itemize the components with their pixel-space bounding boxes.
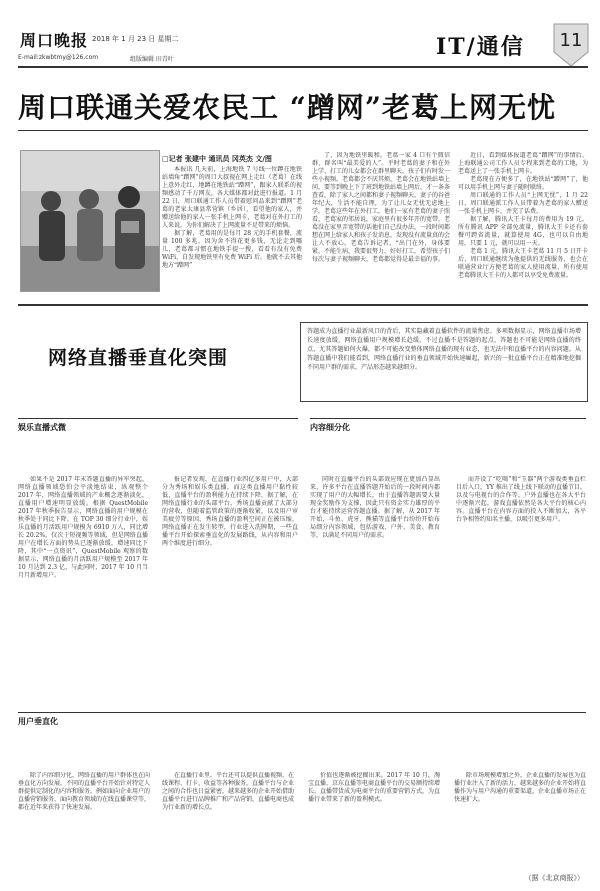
paragraph: 老葛 1 元，腾讯大王卡老葛 11 月 5 日开卡后，周口联通继续为他提供的无线服务，也会在联通营业厅方便老葛的家人使用流量，所有使用老葛腾讯大王卡的人都可以享受免费流量。 <box>458 248 588 279</box>
paragraph: 除了内容细分化，网络直播的用户群体也在向垂直化方向发展，不同的直播平台开始针对特定人群提供定制化的内容和服务，例如面向企业用户的直播营销服务、面向教育领域的在线直播课堂等，都在近年来获得了快速发展。 <box>18 772 150 811</box>
paragraph: 据了解，老葛用的是每月 28 元的手机套餐，流量 100 多兆，因为舍不得花更多钱，无论走到哪儿，老葛都习惯在地铁手提一搜，看看有没有免费 WiFi，自发现地铁里有免费 WiFi 后，他就不去其他地方“蹭网” <box>162 230 302 269</box>
article-column-2 <box>312 152 450 294</box>
main-headline: 周口联通关爱农民工 “蹭网”老葛上网无忧 <box>18 91 556 124</box>
paragraph: 如果不是 2017 年末答题直播的异军突起，网络直播领域恐怕会平淡地结束，纵观整个 2017 年，网络直播领域的产业概念逐渐淡化，直播用户增速明显放缓。根据 QuestMobile 2017 年秋季报告显示，网络直播的用户规模在秋季处于同比下降。在 TOP 30 细分行业中，娱乐直播的月活跃用户规模为 6910 万人，同比增长 20.2%，仅次于短视频等领域，但是网络直播用户在增长方面的势头已逐渐放缓，增速同比下降，其中“一点资讯”，QuestMobile 观察的数据显示，网络直播的月活跃用户规模至 2017 年 10 月达到 2.3 亿，与此同时，2017 年 10 月当月月新增用户。 <box>18 476 148 579</box>
section-label: IT/通信 <box>436 34 525 60</box>
subhead-users: 用户垂直化 <box>18 717 58 726</box>
paragraph: 据了解，腾讯大王卡每月的费用为 19 元，所有腾讯 APP 全部免流量，腾讯大王卡还有套餐可跨省流量，就算使用 4G，也可以自由地用，只要 1 元，就可以用一天。 <box>458 216 588 247</box>
s2-column-2 <box>456 476 586 676</box>
email-address: E-mail:zkwbtmy@126.com <box>18 54 99 61</box>
section-divider <box>18 304 588 306</box>
paragraph: 而开设了“吃喝”和“玉器”两个游戏类垂直栏目后入口，YY 推出了线上线下联动的直播节目，以及与电视台的合作等，户外直播也在各大平台中逐渐兴起，游戏直播依然是各大平台的核心内容。直播平台在内容方面的投入不断加大，各平台争相签约知名主播，以吸引更多用户。 <box>456 476 586 523</box>
article-byline: □记者 张建中 通讯员 冈英杰 文/图 <box>162 155 272 163</box>
editor-line: 组版编辑 田青叶 <box>130 56 174 63</box>
newspaper-logo: 周口晚报 <box>20 31 89 50</box>
paragraph: 同时在直播平台的头部效应现在更加凸显出来，许多平台在直播答题开始后的一段时间内都实现了用户的大幅增长，由于直播答题需要大量现金奖励作为支撑，因此只有资金实力雄厚的平台才能持续运营答题直播。据了解，从 2017 年开始，斗鱼、虎牙、熊猫等直播平台纷纷开始布局细分内容领域，包括游戏、户外、美食、教育等，以满足不同用户的需求。 <box>310 476 440 539</box>
subhead-rule <box>310 418 586 419</box>
page-number-badge <box>552 22 590 68</box>
subhead-content: 内容细分化 <box>310 423 350 432</box>
paragraph: 价值也逐渐被挖掘出来。2017 年 10 月，淘宝直播、京东直播等电商直播平台的交易额持续增长，直播带货成为电商平台的重要营销方式，为直播行业带来了新的盈利模式。 <box>308 772 440 803</box>
paragraph: 了，因为地铁里暖和。老葛一家 4 口有个微信群，群名叫“最美爱的人”。平时老葛的妻子和在外上学、打工的儿女都会在群里聊天，孩子们有时发一些小视频，老葛都会不厌其烦，老葛会在地铁站墙上问，要等到晚上下了班到地铁站墙上网后，才一条条查看，除了家人之间都和妻子视频聊天。妻子的谷爸年纪大，生活不能自理，为了让儿女无忧无虑地上学，老葛这些年在外打工，他们一家有老葛的妻子照看，老葛家的邻居说，家庭里有很多年开的宽带，老葛没在家里弄宽带的话他们自己没办法，一段时间都想在网上给家人和孩子发消息，发现没有流量真的会让人不放心。老葛告诉记者，“出门在外，身体要紧，不能生病，我要很努力，好好打工，希望孩子们每次与妻子视频聊天，老葛都觉得是最幸福的事。 <box>312 152 450 263</box>
article-photo <box>20 150 160 292</box>
subhead-rule <box>18 418 298 419</box>
header-rule <box>18 66 588 68</box>
feature-intro-box <box>300 322 588 402</box>
article-column-1 <box>162 166 302 296</box>
headline-rule <box>18 130 588 131</box>
paragraph: 除市场规模增加之外，企业直播的发展也为直播行业注入了新的活力，越来越多的企业开始将直播作为与用户沟通的重要渠道，企业直播市场正在快速扩大。 <box>454 772 586 803</box>
s1-column-2 <box>162 476 298 676</box>
article-column-3 <box>458 152 588 294</box>
s2-column-1 <box>310 476 440 676</box>
s1-column-1 <box>18 476 148 676</box>
s3-column-3 <box>308 772 440 872</box>
issue-date: 2018 年 1 月 23 日 星期二 <box>92 35 179 43</box>
paragraph: 在直播行业里，平台还可以提供直播视频、在线课程、打卡、收益等各种服务，直播平台与企业之间的合作也日益紧密，越来越多的企业开始借助直播平台进行品牌推广和产品营销，直播电商也成为行业新的增长点。 <box>162 772 294 811</box>
paragraph: 老葛现在方便多了，在地铁站“蹭网”了，他可以用手机上网与妻子随时联络。 <box>458 176 588 191</box>
source-credit: （据《北京商报》） <box>524 874 584 882</box>
paragraph: 近日，看到媒体报道老葛“蹭网”的事情后，上海联通公司工作人员专程来到老葛的工地，为老葛送上了一张手机上网卡。 <box>458 152 588 175</box>
s3-column-4 <box>454 772 586 864</box>
feature-intro: 答题成为直播行业最新风口的背后，其实隐藏着直播软件的流量焦虑。多项数据显示，网络直播市场增长速度放缓，网络直播用户规模增长趋缓，不过直播不是答题的起点，答题也不可能是网络直播的终点，尤其答题如何火爆，都不可能改变整体网络直播的现有业态，也无法中和直播平台的内容问题。从答题直播中我们能看到，网络直播行业的垂直领域开始快速崛起，新兴的一批直播平台正在精准地挖掘不同用户群的需求，产品形态越来越细分。 <box>307 328 581 371</box>
s3-column-1 <box>18 772 150 872</box>
feature-headline: 网络直播垂直化突围 <box>48 347 229 369</box>
subhead-rule <box>18 712 586 713</box>
paragraph: 报记者发现，在直播行业四亿多用户中，大部分为秀场和娱乐类直播，而这类直播用户黏性较低，直播平台的盈利能力在持续下降，据了解，在网络直播行业的头部平台，秀场直播贡献了大部分的营收，但随着监管政策的逐渐收紧，以及用户审美疲劳等原因，秀场直播的盈利空间正在被压缩，网络直播正在发生转型，行业进入洗牌期，一些直播平台开始探索垂直化的发展路线，从内容和用户两个维度进行细分。 <box>162 476 298 547</box>
subhead-entertainment: 娱乐直播式微 <box>18 423 66 432</box>
paragraph: 周口联通的工作人员“上网无忧”，1 月 22 日，周口联通派工作人员带着为老葛的家人赠送一张手机上网卡，并充了话费。 <box>458 192 588 215</box>
s3-column-2 <box>162 772 294 872</box>
paragraph: 本报讯 几天前，上海地铁 7 号线一位蹲在地铁站墙角“蹭网”的周口大叔视在网上走红（老葛）在线上意外走红，地蹲在地铁站“蹭网”，跟家人联系的视频感动了千万网友，各大媒体都对此进行报道。1 月 22 日，周口联通工作人员带着慰问品来到“蹭网”老葛的老家太康县常营镇（乡居），看望他的家人，并赠送给他的家人一张手机上网卡，老葛对在外打工的人来说，为你们解决了上网流量不足带来的烦恼。 <box>162 166 302 229</box>
page-number: 11 <box>559 30 583 51</box>
